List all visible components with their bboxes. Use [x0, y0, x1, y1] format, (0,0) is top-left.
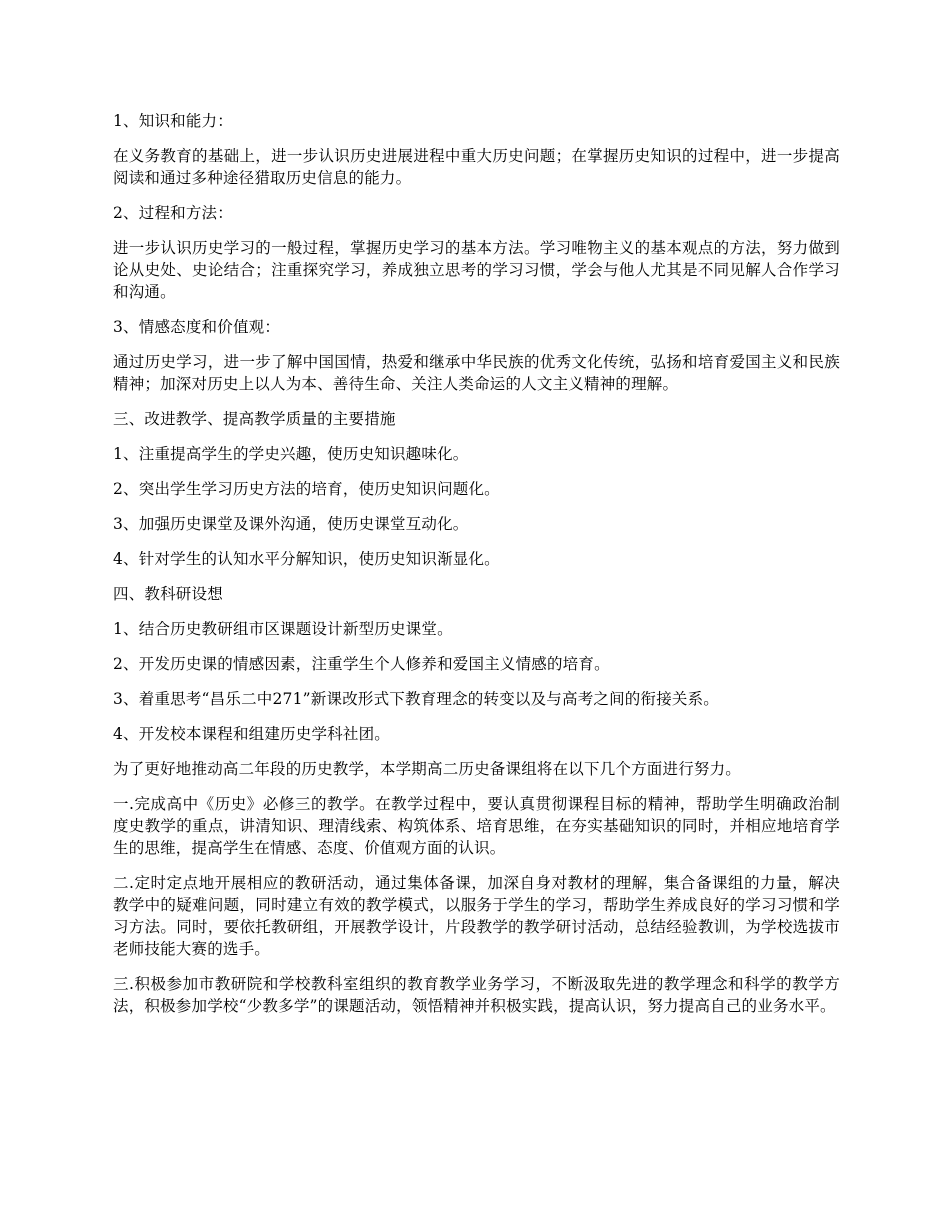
- document-page: [113, 110, 840, 1030]
- measure-item-3: 3、加强历史课堂及课外沟通，使历史课堂互动化。: [113, 515, 469, 533]
- measure-item-1: 1、注重提高学生的学史兴趣，使历史知识趣味化。: [113, 445, 469, 463]
- intro-paragraph: 为了更好地推动高二年段的历史教学，本学期高二历史备课组将在以下几个方面进行努力。: [113, 760, 742, 778]
- research-item-4: 4、开发校本课程和组建历史学科社团。: [113, 725, 390, 743]
- plan-paragraph-1: 一.完成高中《历史》必修三的教学。在教学过程中，要认真贯彻课程目标的精神，帮助学生明确政治制度史教学的重点，讲清知识、理清线索、构筑体系、培育思维，在夯实基础知识的同时，并相应地培育学生的思维，提高学生在情感、态度、价值观方面的认识。: [113, 795, 840, 857]
- research-item-1: 1、结合历史教研组市区课题设计新型历史课堂。: [113, 620, 453, 638]
- research-item-3: 3、着重思考“昌乐二中271”新课改形式下教育理念的转变以及与高考之间的衔接关系。: [113, 690, 719, 708]
- measure-item-2: 2、突出学生学习历史方法的培育，使历史知识问题化。: [113, 480, 500, 498]
- paragraph-emotion-values: 通过历史学习，进一步了解中国国情，热爱和继承中华民族的优秀文化传统，弘扬和培育爱国主义和民族精神；加深对历史上以人为本、善待生命、关注人类命运的人文主义精神的理解。: [113, 353, 840, 393]
- plan-paragraph-2: 二.定时定点地开展相应的教研活动，通过集体备课，加深自身对教材的理解，集合备课组的力量，解决教学中的疑难问题，同时建立有效的教学模式，以服务于学生的学习，帮助学生养成良好的学习习惯和学习方法。同时，要依托教研组，开展教学设计，片段教学的教学研讨活动，总结经验教训，为学校选拔市老师技能大赛的选手。: [113, 874, 840, 958]
- measure-item-4: 4、针对学生的认知水平分解知识，使历史知识渐显化。: [113, 550, 500, 568]
- research-item-2: 2、开发历史课的情感因素，注重学生个人修养和爱国主义情感的培育。: [113, 655, 610, 673]
- plan-paragraph-3: 三.积极参加市教研院和学校教科室组织的教育教学业务学习，不断汲取先进的教学理念和科学的教学方法，积极参加学校“少教多学”的课题活动，领悟精神并积极实践，提高认识，努力提高自己的业务水平。: [113, 975, 840, 1015]
- heading-knowledge-ability: 1、知识和能力：: [113, 112, 233, 130]
- paragraph-process-method: 进一步认识历史学习的一般过程，掌握历史学习的基本方法。学习唯物主义的基本观点的方法，努力做到论从史处、史论结合；注重探究学习，养成独立思考的学习习惯，学会与他人尤其是不同见解人合作学习和沟通。: [113, 239, 840, 301]
- section-heading-research: 四、教科研设想: [113, 585, 223, 603]
- heading-emotion-values: 3、情感态度和价值观：: [113, 318, 281, 336]
- paragraph-knowledge-ability: 在义务教育的基础上，进一步认识历史进展进程中重大历史问题；在掌握历史知识的过程中，进一步提高阅读和通过多种途径猎取历史信息的能力。: [113, 147, 840, 187]
- section-heading-measures: 三、改进教学、提高教学质量的主要措施: [113, 410, 396, 428]
- heading-process-method: 2、过程和方法：: [113, 204, 233, 222]
